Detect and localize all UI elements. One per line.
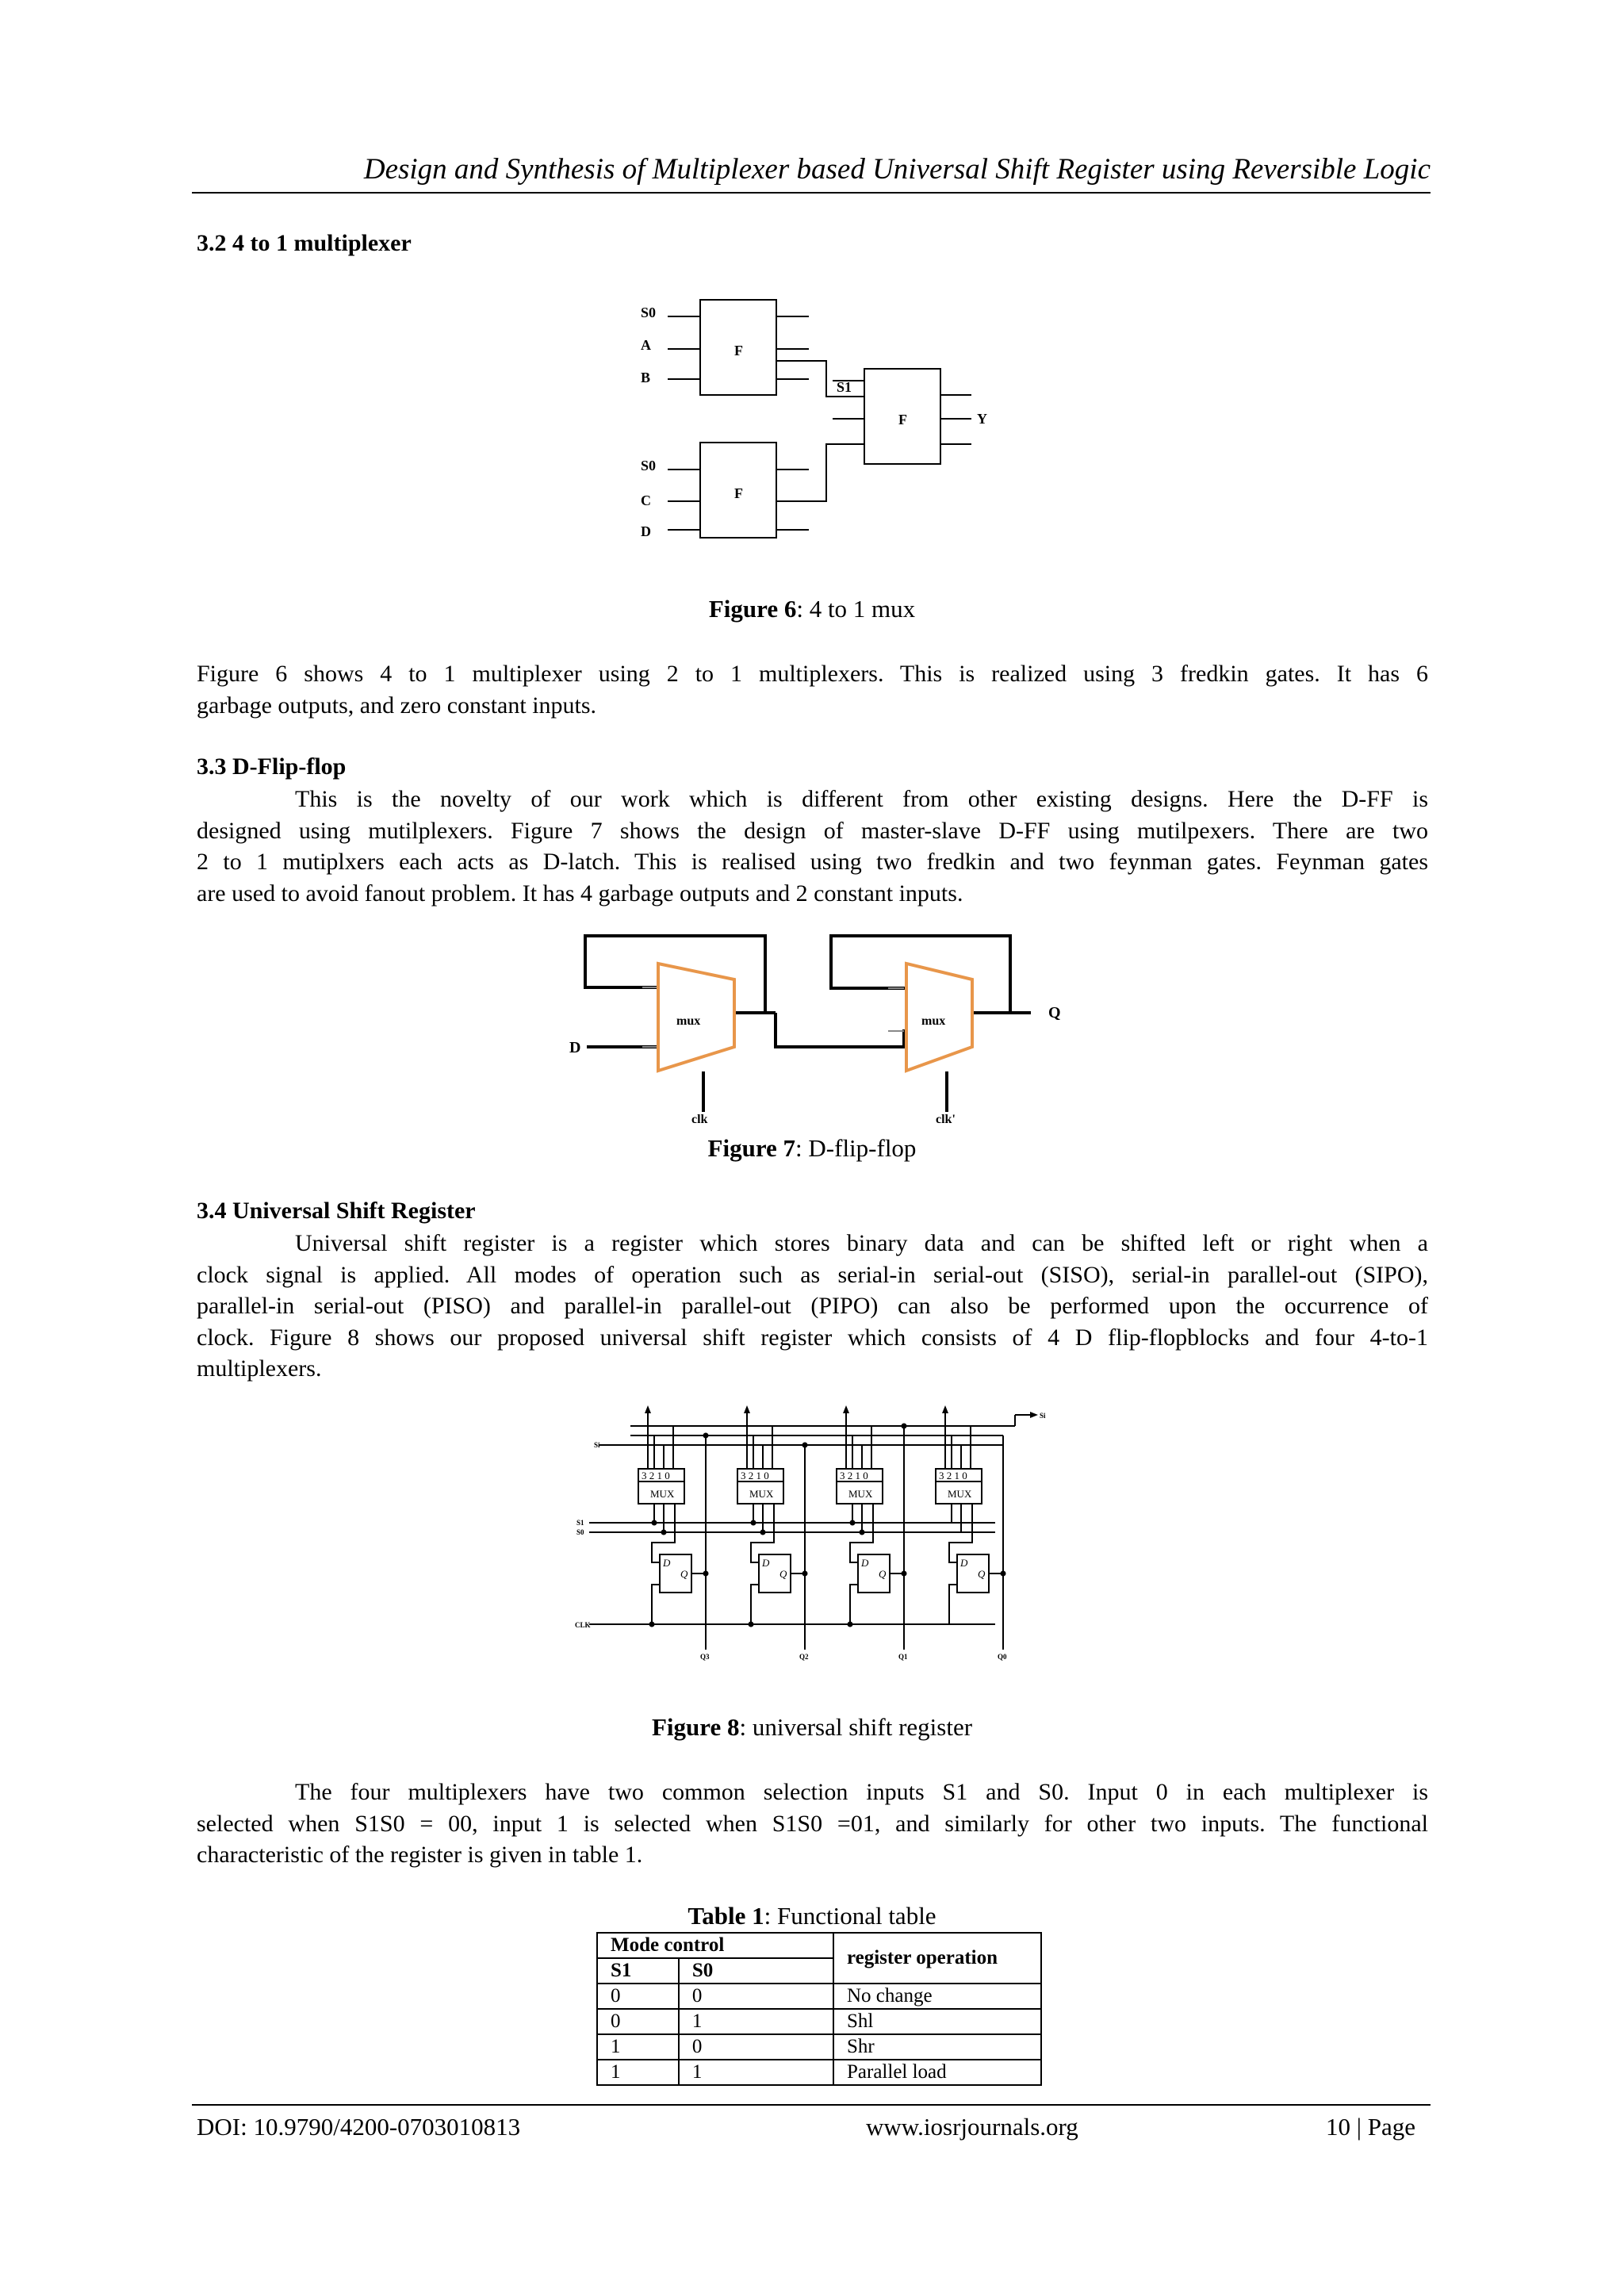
cell-s1: 0: [597, 1984, 679, 2009]
mux-label-3: MUX: [848, 1488, 873, 1500]
output-label-q0: Q0: [998, 1653, 1007, 1661]
mux-sel-label-1: 3 2 1 0: [642, 1470, 670, 1481]
table-1-caption-label: Table 1: [688, 1902, 764, 1930]
label-b: B: [641, 370, 651, 385]
functional-table: [596, 1932, 1042, 2086]
table-row: [597, 2060, 1041, 2085]
footer-rule: [192, 2104, 1431, 2106]
label-d: D: [641, 523, 651, 539]
table-row: [597, 2009, 1041, 2034]
label-serial-in-left: Si: [594, 1441, 600, 1449]
label-s1: S1: [837, 379, 852, 395]
cell-operation: Shl: [833, 2009, 1041, 2034]
label-a: A: [641, 337, 651, 353]
text-line: clock signal is applied. All modes of operation such as serial-in serial-out (SISO), serial-in parallel-out (SIPO),: [197, 1261, 1428, 1288]
cell-s0: 1: [679, 2009, 833, 2034]
text-line: clock. Figure 8 shows our proposed universal shift register which consists of 4 D flip-flopblocks and four 4-to-1: [197, 1324, 1428, 1351]
mux-sel-label-4: 3 2 1 0: [939, 1470, 967, 1481]
paragraph-selection-inputs: [197, 1777, 1428, 1871]
ff-d-label-4: D: [960, 1557, 968, 1569]
ff-q-label-1: Q: [680, 1568, 688, 1580]
ff-d-label-1: D: [663, 1557, 671, 1569]
table-row: [597, 2034, 1041, 2060]
label-s0: S0: [576, 1528, 584, 1536]
text-line: characteristic of the register is given in table 1.: [197, 1842, 643, 1868]
label-q-output: Q: [1048, 1004, 1061, 1022]
mux-label-master: mux: [676, 1014, 701, 1028]
paragraph-universal-shift-register: [197, 1228, 1428, 1385]
header-rule: [192, 192, 1431, 194]
section-heading-3-3: 3.3 D-Flip-flop: [197, 753, 347, 780]
figure-8-diagram: [575, 1404, 1051, 1673]
figure-8-caption-text: : universal shift register: [739, 1713, 973, 1741]
mux-label-slave: mux: [921, 1014, 946, 1028]
ff-q-label-3: Q: [879, 1568, 887, 1580]
cell-operation: Parallel load: [833, 2060, 1041, 2085]
label-y: Y: [977, 411, 987, 427]
mux-label-2: MUX: [749, 1488, 774, 1500]
section-heading-3-4: 3.4 Universal Shift Register: [197, 1198, 476, 1224]
header-s1: S1: [597, 1958, 679, 1984]
running-header: Design and Synthesis of Multiplexer based Universal Shift Register using Reversible Logic: [363, 153, 1431, 186]
text-line: multiplexers.: [197, 1355, 322, 1382]
mux-sel-label-2: 3 2 1 0: [741, 1470, 769, 1481]
ff-d-label-3: D: [861, 1557, 869, 1569]
table-1-caption: [0, 1902, 1624, 1930]
header-mode-control: Mode control: [597, 1933, 833, 1958]
label-c: C: [641, 493, 651, 508]
cell-operation: Shr: [833, 2034, 1041, 2060]
cell-operation: No change: [833, 1984, 1041, 2009]
table-row: [597, 1984, 1041, 2009]
text-line: Figure 6 shows 4 to 1 multiplexer using 2 to 1 multiplexers. This is realized using 3 fredkin gates. It has 6: [197, 661, 1428, 687]
text-line: 2 to 1 mutiplxers each acts as D-latch. This is realised using two fredkin and two feynman gates. Feynman gates: [197, 849, 1428, 875]
figure-8-caption-label: Figure 8: [651, 1713, 740, 1741]
ff-q-label-2: Q: [779, 1568, 787, 1580]
footer-website: www.iosrjournals.org: [866, 2113, 1078, 2141]
figure-6-caption-label: Figure 6: [708, 595, 797, 623]
label-clk-bar: clk': [936, 1113, 956, 1126]
text-line: selected when S1S0 = 00, input 1 is selected when S1S0 =01, and similarly for other two inputs. The functional: [197, 1810, 1428, 1837]
figure-7-caption-text: : D-flip-flop: [795, 1134, 917, 1162]
label-s0-top: S0: [641, 305, 657, 320]
table-1-caption-text: : Functional table: [764, 1902, 936, 1930]
cell-s1: 0: [597, 2009, 679, 2034]
text-line: are used to avoid fanout problem. It has 4 garbage outputs and 2 constant inputs.: [197, 880, 963, 907]
mux-label-4: MUX: [948, 1488, 972, 1500]
label-d-input: D: [569, 1039, 581, 1056]
text-line: Universal shift register is a register which stores binary data and can be shifted left or right when a: [295, 1230, 1428, 1256]
figure-6-caption-text: : 4 to 1 mux: [796, 595, 916, 623]
label-serial-in-right: Si: [1040, 1412, 1046, 1420]
text-line: designed using mutilplexers. Figure 7 shows the design of master-slave D-FF using mutilpexers. There are two: [197, 817, 1428, 844]
text-line: The four multiplexers have two common selection inputs S1 and S0. Input 0 in each multiplexer is: [295, 1779, 1428, 1805]
cell-s1: 1: [597, 2060, 679, 2085]
header-register-operation: register operation: [833, 1933, 1041, 1984]
gate-label-1: F: [734, 343, 743, 358]
label-clk: clk: [691, 1113, 708, 1126]
paragraph-d-flip-flop: [197, 784, 1428, 909]
footer-doi: DOI: 10.9790/4200-0703010813: [197, 2113, 521, 2141]
text-line: garbage outputs, and zero constant inputs.: [197, 692, 597, 719]
gate-label-3: F: [898, 412, 907, 427]
section-heading-3-2: 3.2 4 to 1 multiplexer: [197, 230, 412, 256]
output-label-q1: Q1: [898, 1653, 908, 1661]
mux-label-1: MUX: [650, 1488, 675, 1500]
figure-6-diagram: [619, 293, 1031, 555]
cell-s0: 0: [679, 1984, 833, 2009]
output-label-q2: Q2: [799, 1653, 809, 1661]
ff-d-label-2: D: [762, 1557, 770, 1569]
label-s1: S1: [576, 1519, 584, 1527]
figure-7-caption-label: Figure 7: [707, 1134, 796, 1162]
label-s0-bottom: S0: [641, 458, 657, 473]
text-line: This is the novelty of our work which is different from other existing designs. Here the D-FF is: [295, 786, 1428, 812]
label-clk: CLK: [575, 1621, 591, 1629]
cell-s1: 1: [597, 2034, 679, 2060]
cell-s0: 1: [679, 2060, 833, 2085]
figure-7-diagram: [563, 928, 1071, 1126]
footer-page-number: 10 | Page: [1326, 2113, 1415, 2141]
text-line: parallel-in serial-out (PISO) and parallel-in parallel-out (PIPO) can also be performed upon the occurrence of: [197, 1293, 1428, 1319]
cell-s0: 0: [679, 2034, 833, 2060]
output-label-q3: Q3: [700, 1653, 710, 1661]
paragraph-figure-6: [197, 658, 1428, 721]
gate-label-2: F: [734, 485, 743, 501]
ff-q-label-4: Q: [978, 1568, 986, 1580]
figure-8-caption: [0, 1713, 1624, 1742]
header-s0: S0: [679, 1958, 833, 1984]
figure-6-caption: [0, 595, 1624, 623]
mux-sel-label-3: 3 2 1 0: [840, 1470, 868, 1481]
figure-7-caption: [0, 1134, 1624, 1163]
